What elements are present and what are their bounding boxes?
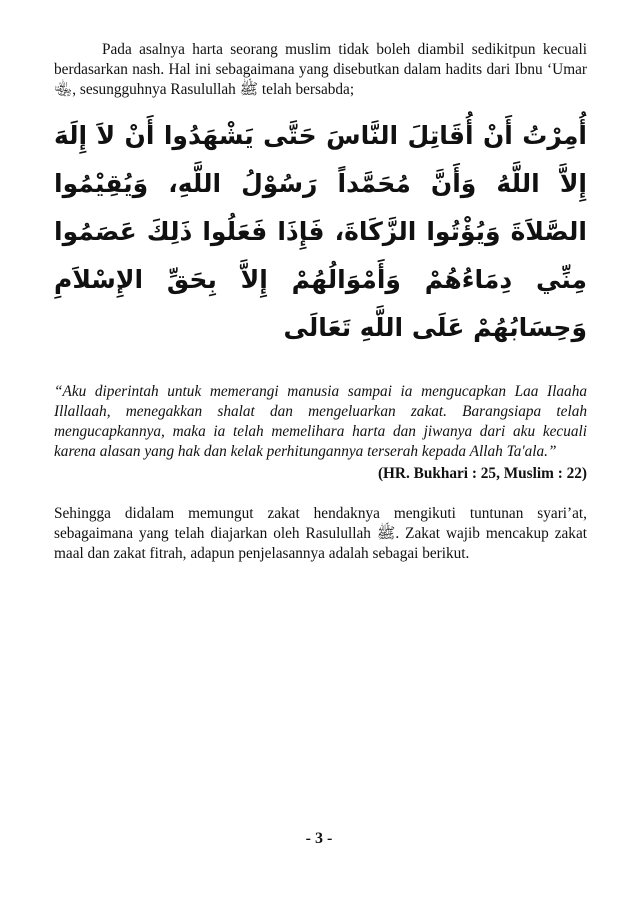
arabic-hadith-text: أُمِرْتُ أَنْ أُقَاتِلَ النَّاسَ حَتَّى يَشْهَدُوا أَنْ لاَ إِلَهَ إِلاَّ اللَّهُ وَأَنَّ مُحَمَّداً رَسُوْلُ اللَّهِ، وَيُقِيْمُوا الصَّلاَةَ وَيُؤْتُوا الزَّكَاةَ، فَإِذَا فَعَلُوا ذَلِكَ عَصَمُوا مِنِّي دِمَاءُهُمْ وَأَمْوَالُهُمْ إِلاَّ بِحَقِّ الإِسْلاَمِ وَحِسَابُهُمْ عَلَى اللَّهِ تَعَالَى (54, 121, 587, 342)
hadith-source-reference: (HR. Bukhari : 25, Muslim : 22) (377, 465, 587, 482)
document-page (54, 40, 587, 564)
closing-paragraph: Sehingga didalam memungut zakat hendaknya mengikuti tuntunan syari’at, sebagaimana yang telah diajarkan oleh Rasulullah ﷺ. Zakat wajib mencakup zakat maal dan zakat fitrah, adapun penjelasannya adalah sebagai berikut. (54, 505, 587, 562)
hadith-translation: “Aku diperintah untuk memerangi manusia sampai ia mengucapkan Laa Ilaaha Illallaah, menegakkan shalat dan mengeluarkan zakat. Barangsiapa telah mengucapkannya, maka ia telah memelihara harta dan jiwanya dari aku kecuali karena alasan yang hak dan kelak perhitungannya terserah kepada Allah Ta'ala.” (54, 383, 587, 460)
page-number: - 3 - (305, 830, 333, 847)
intro-paragraph: Pada asalnya harta seorang muslim tidak boleh diambil sedikitpun kecuali berdasarkan nash. Hal ini sebagaimana yang disebutkan dalam hadits dari Ibnu ‘Umar ﵄, sesungguhnya Rasulullah ﷺ telah bersabda; (54, 41, 587, 98)
